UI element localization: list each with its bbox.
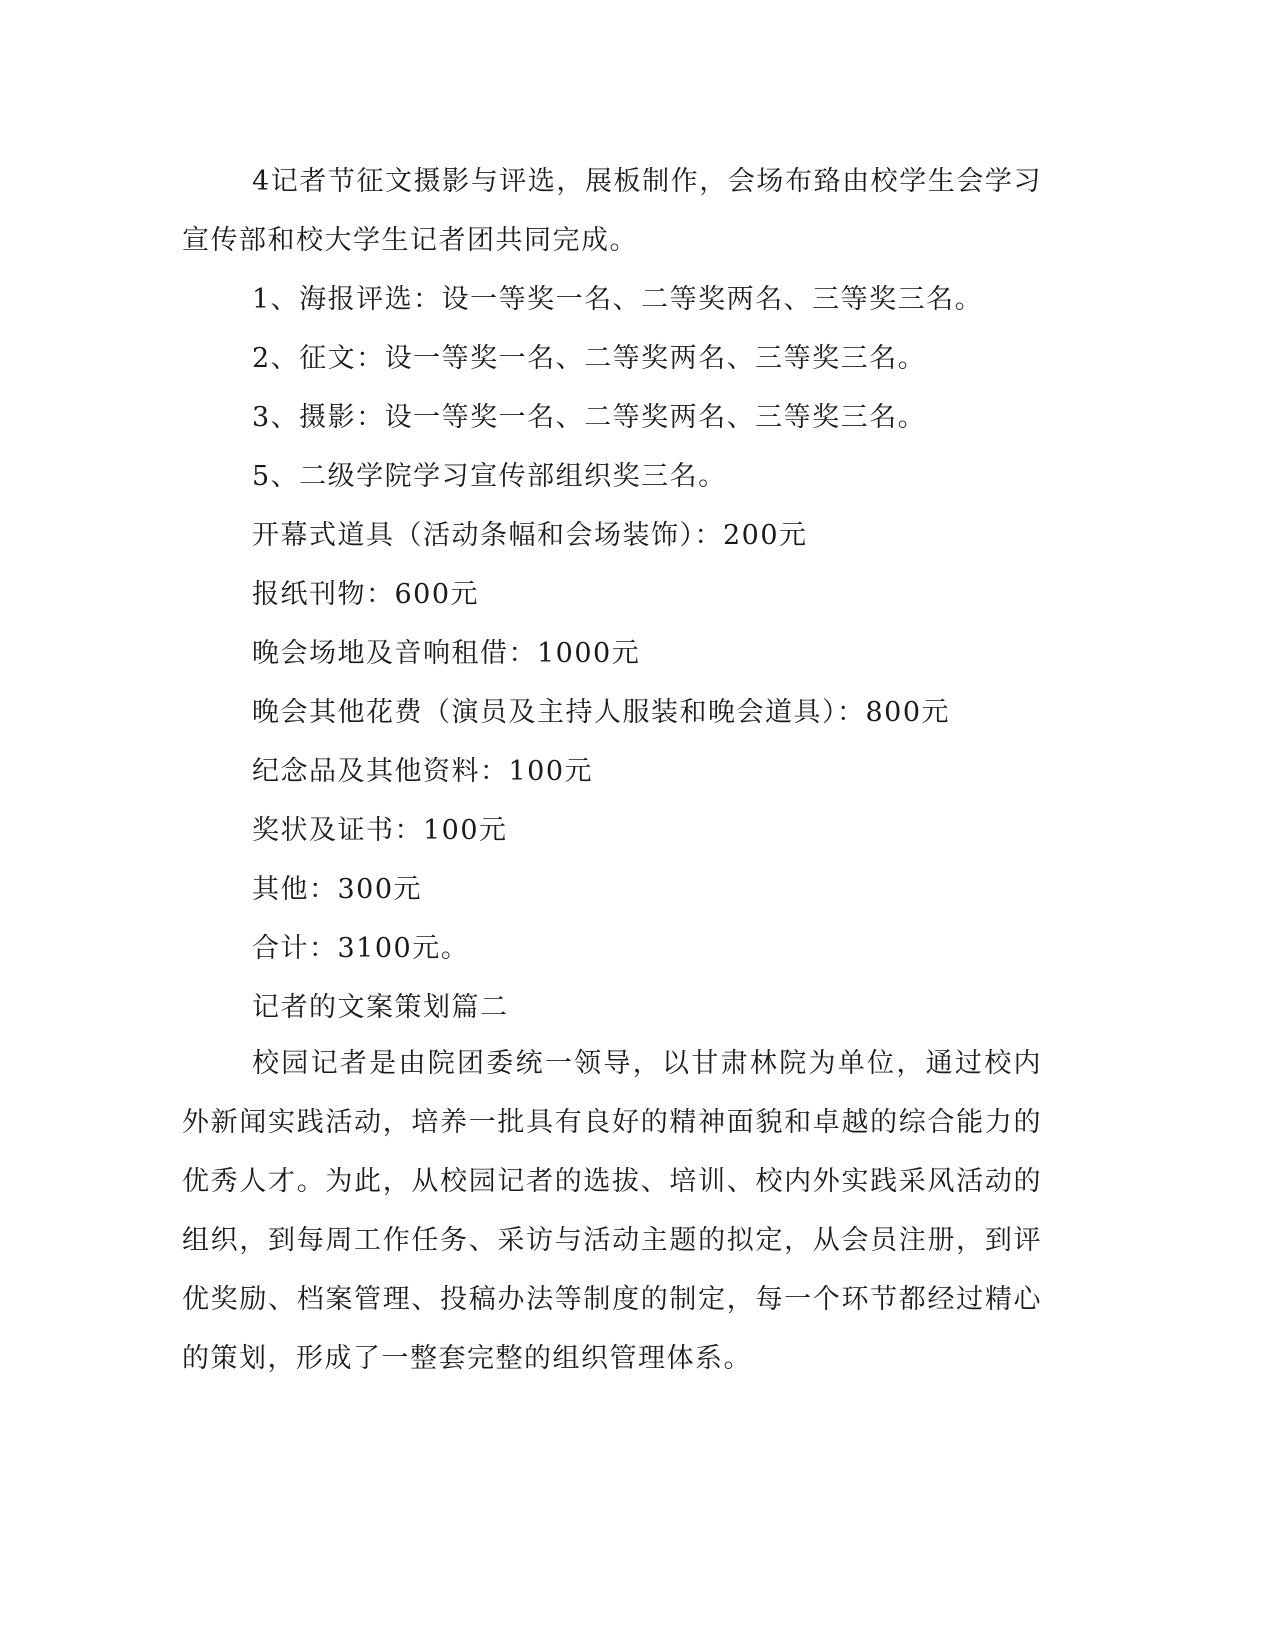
budget-item-venue-sound: 晚会场地及音响租借：1000元 [252, 638, 641, 669]
intro-paragraph: 4记者节征文摄影与评选，展板制作，会场布臵由校学生会学习宣传部和校大学生记者团共同完成。 [182, 166, 1042, 256]
budget-item-certificates: 奖状及证书：100元 [252, 815, 508, 846]
budget-total: 合计：3100元。 [252, 933, 470, 964]
award-item-poster: 1、海报评选：设一等奖一名、二等奖两名、三等奖三名。 [252, 284, 984, 315]
body-paragraph: 校园记者是由院团委统一领导，以甘肃林院为单位，通过校内外新闻实践活动，培养一批具有良好的精神面貌和卓越的综合能力的优秀人才。为此，从校园记者的选拔、培训、校内外实践采风活动的组织，到每周工作任务、采访与活动主题的拟定，从会员注册，到评优奖励、档案管理、投稿办法等制度的制定，每一个环节都经过精心的策划，形成了一整套完整的组织管理体系。 [182, 1048, 1042, 1374]
award-item-organization: 5、二级学院学习宣传部组织奖三名。 [252, 461, 727, 492]
budget-item-gala-other: 晚会其他花费（演员及主持人服装和晚会道具）：800元 [252, 697, 951, 728]
budget-item-souvenirs: 纪念品及其他资料：100元 [252, 756, 594, 787]
section-title: 记者的文案策划篇二 [252, 992, 509, 1023]
budget-item-newspaper: 报纸刊物：600元 [252, 579, 480, 610]
award-item-essay: 2、征文：设一等奖一名、二等奖两名、三等奖三名。 [252, 343, 927, 374]
budget-item-other: 其他：300元 [252, 874, 423, 905]
budget-item-opening-props: 开幕式道具（活动条幅和会场装饰）：200元 [252, 520, 808, 551]
award-item-photography: 3、摄影：设一等奖一名、二等奖两名、三等奖三名。 [252, 402, 927, 433]
